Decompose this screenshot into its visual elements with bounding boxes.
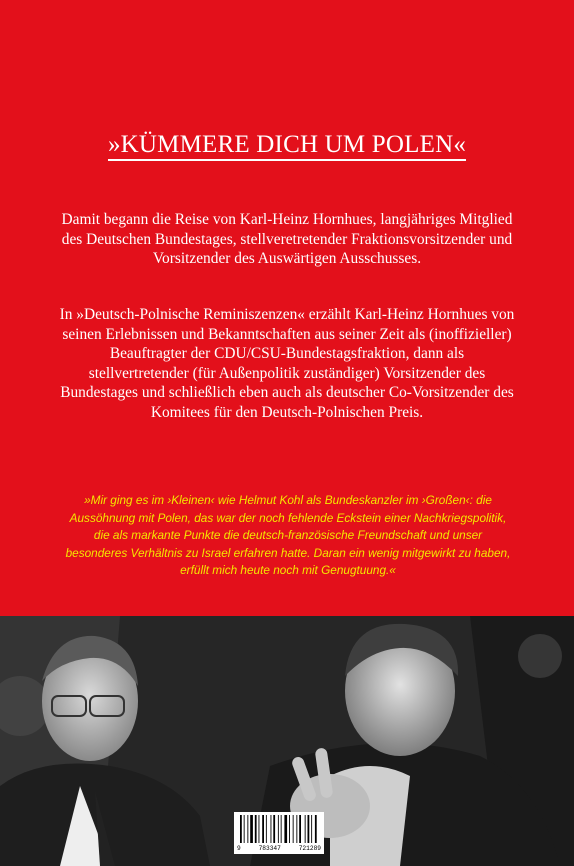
barcode-bar: [266, 815, 267, 843]
barcode-bar: [278, 815, 279, 843]
barcode-bar: [308, 815, 310, 843]
barcode-bar: [305, 815, 306, 843]
barcode-bar: [240, 815, 242, 843]
barcode-bars: [234, 812, 324, 846]
barcode-bar: [284, 815, 287, 843]
cover-title-text: »KÜMMERE DICH UM POLEN«: [108, 131, 466, 161]
blurb-paragraph-1: Damit begann die Reise von Karl-Heinz Hornhues, langjähriges Mitglied des Deutschen Bundestages, stellveretretender Fraktionsvorsitzender und Vorsitzender des Auswärtigen Ausschusses.: [61, 211, 513, 268]
barcode-bar: [311, 815, 312, 843]
barcode-bar: [289, 815, 290, 843]
barcode-bar: [244, 815, 245, 843]
cover-title: [0, 131, 574, 159]
author-quote: »Mir ging es im ›Kleinen‹ wie Helmut Kohl als Bundeskanzler im ›Großen‹: die Aussöhnung mit Polen, das war der noch fehlende Eckstein einer Nachkriegspolitik, die als markante Punkte die deutsch-französische Freundschaft und unser besonderes Verhältnis zu Israel erfahren hatte. Daran ein wenig mitgewirkt zu haben, erfüllt mich heute noch mit Genugtuung.«: [65, 493, 511, 578]
barcode-bar: [271, 815, 272, 843]
barcode-bar: [281, 815, 282, 843]
barcode-group-right: 721289: [298, 845, 321, 852]
barcode-bar: [247, 815, 248, 843]
barcode-digit-first: 9: [237, 845, 241, 852]
barcode-bar: [273, 815, 275, 843]
barcode-bar: [315, 815, 317, 843]
barcode-bar: [262, 815, 264, 843]
barcode-group-left: 783347: [258, 845, 281, 852]
blurb-paragraph-2: In »Deutsch-Polnische Reminiszenzen« erzählt Karl-Heinz Hornhues von seinen Erlebnissen und Bekanntschaften aus seiner Zeit als (inoffizieller) Beauftragter der CDU/CSU-Bundestagsfraktion, dann als stellvertretender (für Außenpolitik zuständiger) Vorsitzender des Bundestages und schließlich eben auch als deutscher Co-Vorsitzender des Komitees für den Deutsch-Polnischen Preis.: [59, 306, 515, 421]
barcode-bar: [296, 815, 297, 843]
isbn-barcode: [234, 812, 324, 854]
barcode-bar: [255, 815, 257, 843]
barcode-bar: [299, 815, 301, 843]
barcode-bar: [293, 815, 294, 843]
barcode-digits: [234, 845, 324, 852]
barcode-bar: [259, 815, 260, 843]
barcode-bar: [250, 815, 253, 843]
